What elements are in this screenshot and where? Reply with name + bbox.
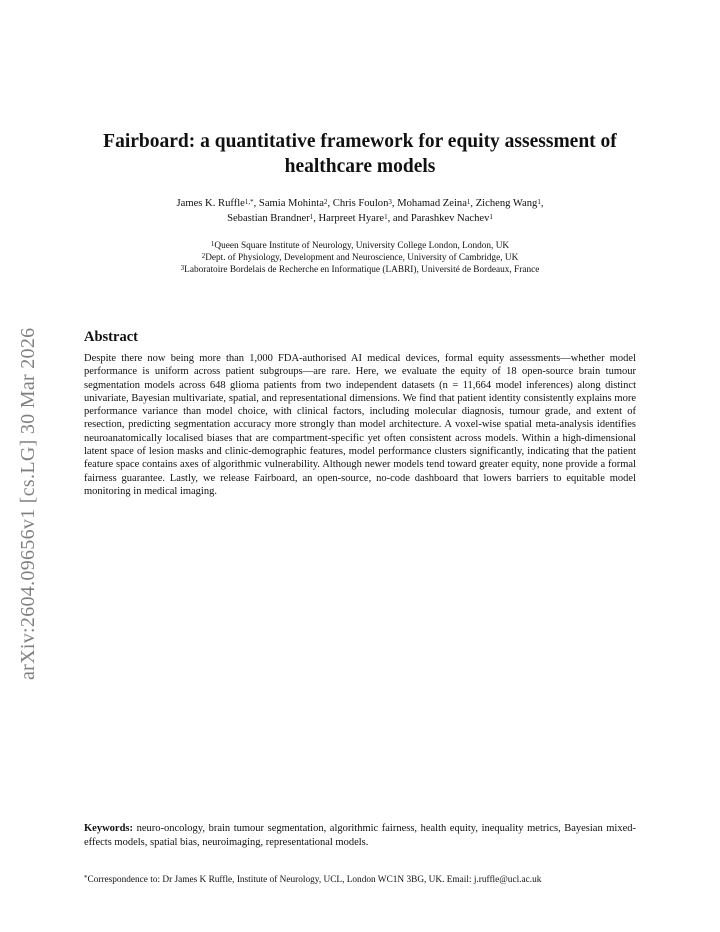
affiliation-line	[90, 240, 630, 252]
author-affiliation-mark: 1	[489, 212, 493, 221]
author-affiliation-mark: 1,*	[244, 198, 254, 206]
abstract-heading: Abstract	[84, 329, 138, 345]
author-name: Zicheng Wang	[475, 198, 538, 209]
affiliation-number: 1	[210, 240, 215, 248]
author-affiliation-mark: 1	[384, 212, 388, 221]
author-name: Mohamad Zeina	[397, 198, 467, 209]
author-name: Parashkev Nachev	[410, 212, 490, 224]
affiliation-text: Laboratoire Bordelais de Recherche en Informatique (LABRI), Université de Bordeaux, France	[184, 265, 540, 276]
author-name: Chris Foulon	[332, 198, 389, 209]
arxiv-identifier: arXiv:2604.09656v1 [cs.LG] 30 Mar 2026	[17, 327, 39, 680]
author-name: Harpreet Hyare	[318, 212, 385, 224]
affiliation-text: Queen Square Institute of Neurology, University College London, London, UK	[214, 241, 510, 251]
affiliation-line	[90, 252, 630, 264]
author-name: James K. Ruffle	[176, 198, 245, 209]
footnote-mark: *	[84, 874, 88, 882]
abstract-body: Despite there now being more than 1,000 FDA-authorised AI medical devices, formal equity assessments—whether model performance is uniform across patient subgroups—are rare. Here, we evaluate the equity of 18 open-source brain tumour segmentation models across 648 glioma patients from two independent datasets (n = 11,664 model inferences) along distinct univariate, Bayesian multivariate, spatial, and representational dimensions. We find that patient identity consistently explains more performance variance than model choice, with clinical factors, including molecular diagnosis, tumour grade, and extent of resection, predicting segmentation accuracy more strongly than model architecture. A voxel-wise spatial meta-analysis identifies neuroanatomically localised biases that are compartment-specific yet often consistent across models. Within a high-dimensional latent space of lesion masks and clinic-demographic features, model performance clusters significantly, indicating that the patient feature space contains axes of algorithmic vulnerability. Although newer models tend toward greater equity, none provide a formal fairness guarantee. Lastly, we release Fairboard, an open-source, no-code dashboard that lowers barriers to equitable model monitoring in medical imaging.	[84, 353, 636, 497]
affiliation-number: 2	[201, 252, 206, 261]
keywords-text: neuro-oncology, brain tumour segmentation, algorithmic fairness, health equity, inequality metrics, Bayesian mixed-effects models, spatial bias, neuroimaging, representational models.	[84, 823, 637, 848]
correspondence-footnote	[84, 874, 636, 886]
keywords-label: Keywords:	[84, 823, 133, 834]
paper-title: Fairboard: a quantitative framework for equity assessment of healthcare models	[103, 131, 617, 177]
affiliation-text: Dept. of Physiology, Development and Neuroscience, University of Cambridge, UK	[205, 253, 519, 264]
keywords-section	[84, 822, 636, 849]
author-affiliation-mark: 1	[309, 212, 314, 221]
author-affiliation-mark: 2	[323, 198, 328, 206]
author-affiliation-mark: 1	[537, 198, 541, 206]
affiliation-line	[90, 264, 630, 276]
author-affiliation-mark: 3	[388, 198, 392, 206]
author-name: Sebastian Brandner	[227, 212, 310, 224]
author-affiliation-mark: 1	[466, 198, 471, 206]
author-list: James K. Ruffle$^{1,*}$, Samia Mohinta$^2$, Chris Foulon$^3$, Mohamad Zeina$^1$, Zicheng Wang$^1$, Sebastian Brandner$^1$, Harpreet Hyare$^1$, and Parashkev Nachev$^1$	[176, 198, 544, 224]
footnote-text: Correspondence to: Dr James K Ruffle, Institute of Neurology, UCL, London WC1N 3BG, UK. Email: j.ruffle@ucl.ac.uk	[87, 875, 542, 885]
affiliation-number: 3	[180, 264, 185, 273]
author-name: Samia Mohinta	[258, 198, 324, 209]
affiliation-list	[90, 240, 630, 277]
